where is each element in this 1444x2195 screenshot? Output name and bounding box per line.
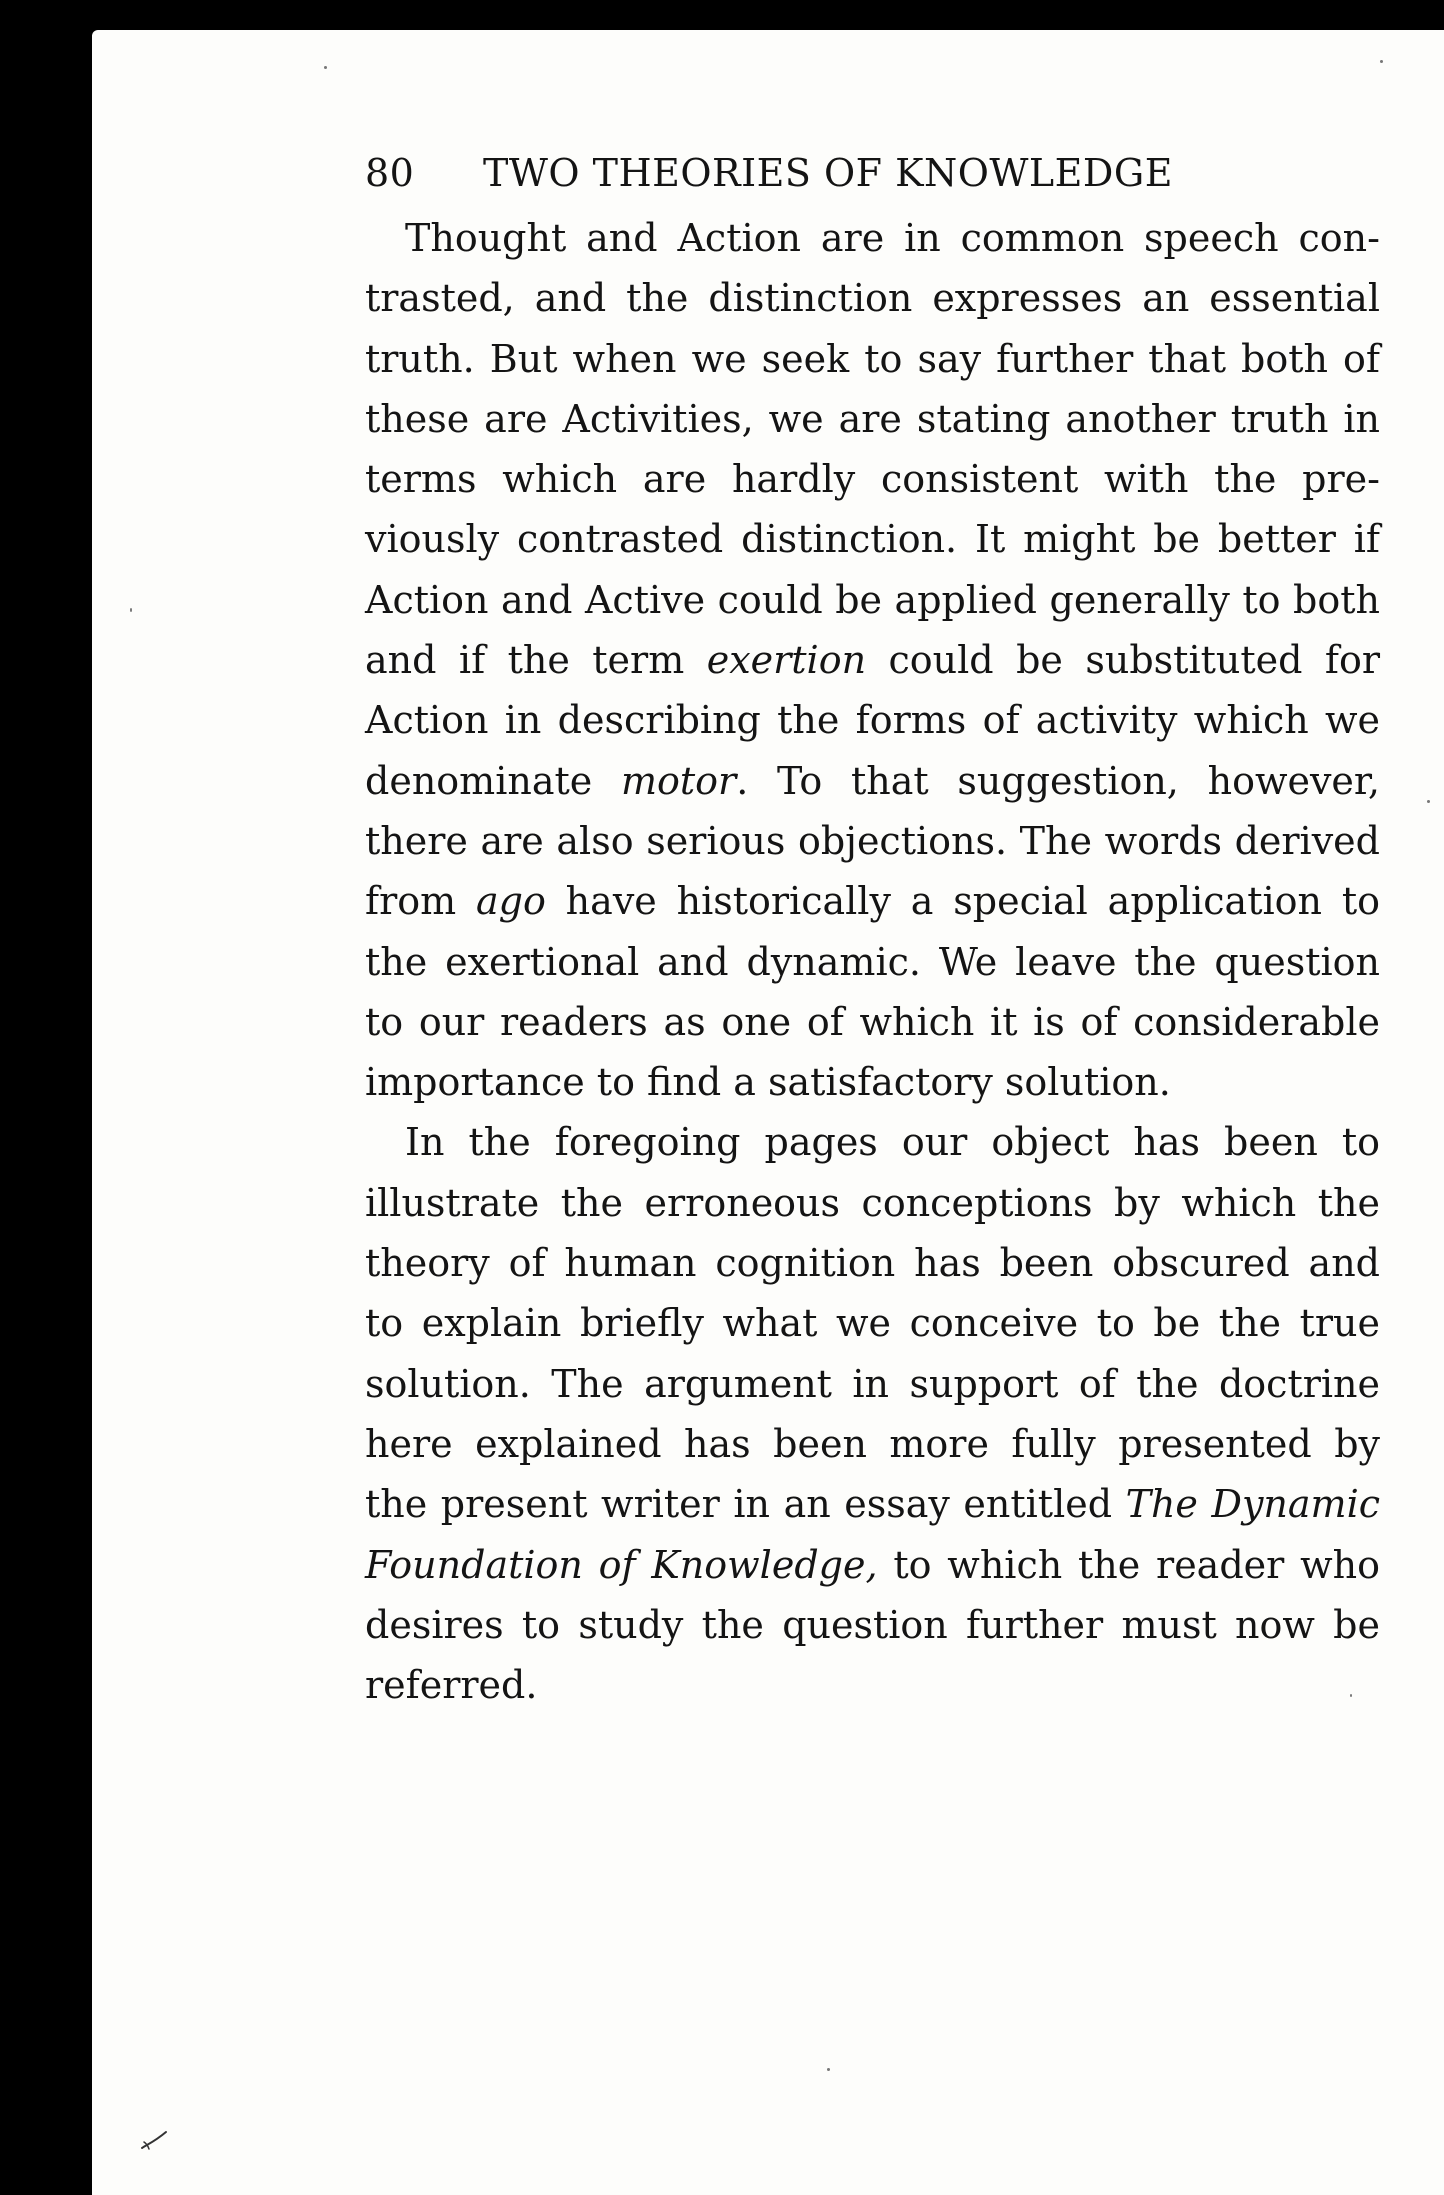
paragraph-2 bbox=[365, 1112, 1380, 1715]
page-number: 80 bbox=[365, 151, 415, 195]
paper-speck bbox=[1380, 60, 1383, 63]
page-text bbox=[365, 138, 1380, 1715]
running-head bbox=[365, 138, 1380, 208]
italic-term-exertion: exertion bbox=[706, 638, 867, 683]
paragraph-1 bbox=[365, 208, 1380, 1112]
paragraph-1-text: have historically a special application to the exertional and dynamic. We leave the question to our readers as one of which it is of considerable importance to find a satisfactory solution. bbox=[365, 879, 1380, 1105]
italic-essay-title: The Dynamic Foundation of Knowledge, bbox=[365, 1482, 1381, 1587]
paragraph-1-text: could be substituted for Action in describing the forms of activity which we denominate bbox=[365, 638, 1380, 803]
paper-speck bbox=[1427, 800, 1430, 803]
paragraph-1-text: Thought and Action are in common speech contrasted, and the distinction expresses an essential truth. But when we seek to say further that both of these are Activities, we are stating another truth in terms which are hardly consistent with the previously contrasted distinction. It might be better if Action and Active could be applied generally to both and if the term bbox=[365, 216, 1380, 683]
paragraph-2-text: In the foregoing pages our object has been to illustrate the erroneous conceptions by which the theory of human cognition has been obscured and to explain briefly what we conceive to be the true solution. The argument in support of the doctrine here explained has been more fully presented by the present writer in an essay entitled bbox=[365, 1120, 1380, 1527]
paragraph-1-text: . To that suggestion, however, there are also serious objections. The words derived from bbox=[365, 758, 1380, 924]
paragraph-2-text: to which the reader who desires to study the question further must now be referred. bbox=[365, 1542, 1380, 1708]
paper-speck bbox=[324, 66, 327, 69]
running-title: TWO THEORIES OF KNOWLEDGE bbox=[483, 151, 1173, 195]
paper-speck bbox=[827, 2068, 830, 2071]
pencil-mark-icon bbox=[140, 2130, 168, 2152]
italic-term-ago: ago bbox=[475, 879, 546, 924]
paper-speck bbox=[130, 608, 132, 612]
italic-term-motor: motor bbox=[620, 758, 737, 803]
